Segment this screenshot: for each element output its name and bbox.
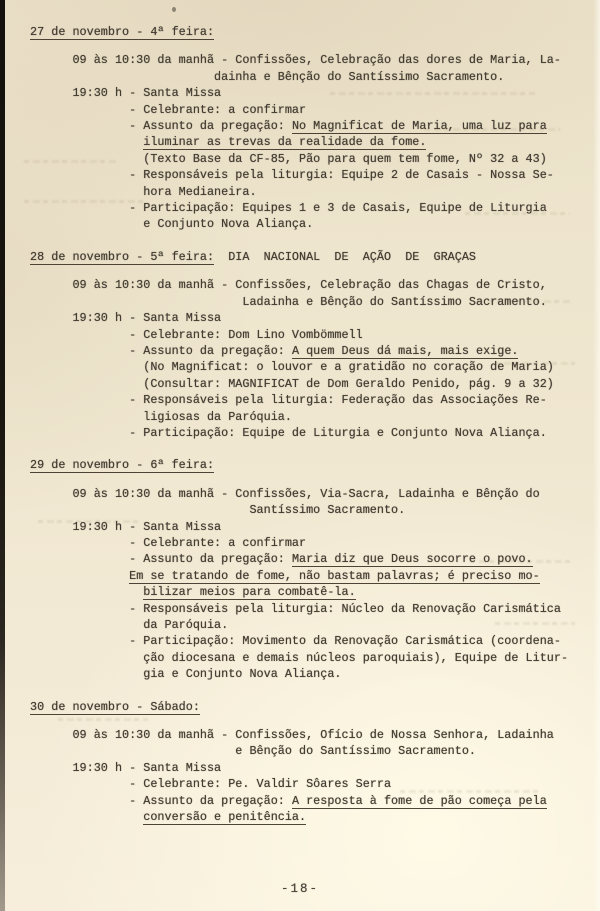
schedule-line: [30, 551, 586, 567]
text-segment: 09 às 10:30 da manhã - Confissões, Celebração das dores de Maria, La-: [72, 53, 561, 68]
underlined-text: Maria diz que Deus socorre o povo.: [291, 552, 533, 567]
underlined-text: No Magnificat de Maria, uma luz para: [291, 119, 547, 134]
underlined-text: 28 de novembro - 5ª feira:: [30, 249, 215, 264]
schedule-line: [30, 167, 586, 183]
schedule-line: [30, 535, 586, 551]
schedule-line: [30, 85, 586, 101]
page-number: -18-: [280, 882, 320, 896]
underlined-text: iluminar as trevas da realidade da fome.: [143, 135, 427, 150]
text-segment: ligiosas da Paróquia.: [143, 409, 292, 424]
document-body: [30, 24, 586, 825]
text-segment: dainha e Bênção do Santíssimo Sacramento.: [214, 69, 505, 84]
schedule-line: [30, 359, 586, 375]
schedule-section: [30, 249, 586, 441]
schedule-line: [30, 650, 586, 666]
schedule-line: [30, 409, 586, 425]
underlined-text: 27 de novembro - 4ª feira:: [30, 25, 215, 39]
schedule-line: [30, 327, 586, 343]
schedule-line: [30, 809, 586, 825]
text-segment: - Assunto da pregação:: [129, 793, 292, 808]
schedule-line: [30, 102, 586, 118]
schedule-line: [30, 776, 586, 792]
schedule-line: [30, 617, 586, 633]
text-segment: e Conjunto Nova Aliança.: [143, 217, 314, 232]
schedule-line: [30, 743, 586, 759]
text-segment: (Consultar: MAGNIFICAT de Dom Geraldo Penido, pág. 9 a 32): [143, 376, 554, 391]
underlined-text: 30 de novembro - Sábado:: [30, 699, 200, 714]
text-segment: Ladainha e Bênção do Santíssimo Sacramento.: [242, 294, 547, 309]
scan-right-edge-highlight: [593, 0, 600, 911]
schedule-line: [30, 793, 586, 809]
text-segment: - Participação: Equipe de Liturgia e Conjunto Nova Aliança.: [129, 425, 547, 440]
text-segment: - Participação: Movimento da Renovação Carismática (coordena-: [129, 634, 561, 649]
text-segment: - Responsáveis pela liturgia: Federação das Associações Re-: [129, 393, 547, 408]
schedule-line: [30, 134, 586, 150]
schedule-line: [30, 760, 586, 776]
text-segment: (No Magnificat: o louvor e a gratidão no coração de Maria): [143, 360, 554, 375]
text-segment: - Participação: Equipes 1 e 3 de Casais, Equipe de Liturgia: [129, 201, 547, 216]
section-heading: [30, 249, 586, 265]
text-segment: (Texto Base da CF-85, Pão para quem tem fome, Nº 32 a 43): [143, 151, 547, 166]
underlined-text: Em se tratando de fome, não bastam palavras; é preciso mo-: [129, 568, 540, 583]
schedule-line: [30, 52, 586, 68]
text-segment: 09 às 10:30 da manhã - Confissões, Via-Sacra, Ladainha e Bênção do: [72, 486, 540, 501]
text-segment: 19:30 h - Santa Missa: [72, 311, 222, 326]
schedule-line: [30, 392, 586, 408]
schedule-line: [30, 69, 586, 85]
schedule-line: [30, 633, 586, 649]
schedule-line: [30, 502, 586, 518]
text-segment: - Assunto da pregação:: [129, 343, 292, 358]
schedule-line: [30, 310, 586, 326]
text-segment: 19:30 h - Santa Missa: [72, 86, 222, 101]
text-segment: ção diocesana e demais núcleos paroquiais), Equipe de Litur-: [143, 650, 569, 665]
text-segment: DIA NACIONAL DE AÇÃO DE GRAÇAS: [214, 249, 476, 264]
section-heading: [30, 457, 586, 473]
schedule-section: [30, 24, 586, 233]
schedule-line: [30, 486, 586, 502]
section-heading: [30, 24, 586, 40]
schedule-line: [30, 151, 586, 167]
schedule-section: [30, 699, 586, 826]
underlined-text: bilizar meios para combatê-la.: [143, 585, 356, 600]
schedule-line: [30, 584, 586, 600]
text-segment: 19:30 h - Santa Missa: [72, 519, 222, 534]
scan-speck: [172, 7, 176, 12]
schedule-line: [30, 343, 586, 359]
schedule-line: [30, 568, 586, 584]
underlined-text: 29 de novembro - 6ª feira:: [30, 458, 215, 473]
text-segment: - Responsáveis pela liturgia: Núcleo da Renovação Carismática: [129, 601, 561, 616]
text-segment: - Celebrante: a confirmar: [129, 102, 307, 117]
schedule-line: [30, 294, 586, 310]
text-segment: hora Medianeira.: [143, 184, 257, 199]
text-segment: - Celebrante: a confirmar: [129, 535, 307, 550]
section-heading: [30, 699, 586, 715]
schedule-line: [30, 727, 586, 743]
schedule-line: [30, 277, 586, 293]
text-segment: - Assunto da pregação:: [129, 119, 292, 134]
underlined-text: A resposta à fome de pão começa pela: [291, 793, 547, 808]
text-segment: - Celebrante: Pe. Valdir Sôares Serra: [129, 777, 392, 792]
schedule-line: [30, 519, 586, 535]
text-segment: gia e Conjunto Nova Aliança.: [143, 667, 342, 682]
text-segment: 09 às 10:30 da manhã - Confissões, Ofício de Nossa Senhora, Ladainha: [72, 728, 554, 743]
text-segment: da Paróquia.: [143, 618, 229, 632]
schedule-line: [30, 601, 586, 617]
text-segment: 19:30 h - Santa Missa: [72, 760, 222, 775]
text-segment: 09 às 10:30 da manhã - Confissões, Celebração das Chagas de Cristo,: [72, 278, 547, 293]
schedule-line: [30, 666, 586, 682]
schedule-line: [30, 425, 586, 441]
schedule-section: [30, 457, 586, 682]
schedule-line: [30, 216, 586, 232]
underlined-text: conversão e penitência.: [143, 810, 307, 825]
text-segment: - Celebrante: Dom Lino Vombömmell: [129, 327, 363, 342]
schedule-line: [30, 376, 586, 392]
schedule-line: [30, 200, 586, 216]
text-segment: Santíssimo Sacramento.: [249, 503, 406, 518]
text-segment: e Bênção do Santíssimo Sacramento.: [235, 744, 476, 759]
schedule-line: [30, 184, 586, 200]
underlined-text: A quem Deus dá mais, mais exige.: [291, 343, 519, 358]
text-segment: - Responsáveis pela liturgia: Equipe 2 de Casais - Nossa Se-: [129, 168, 554, 183]
schedule-line: [30, 118, 586, 134]
text-segment: - Assunto da pregação:: [129, 552, 292, 567]
scan-left-edge-shadow: [0, 0, 5, 911]
